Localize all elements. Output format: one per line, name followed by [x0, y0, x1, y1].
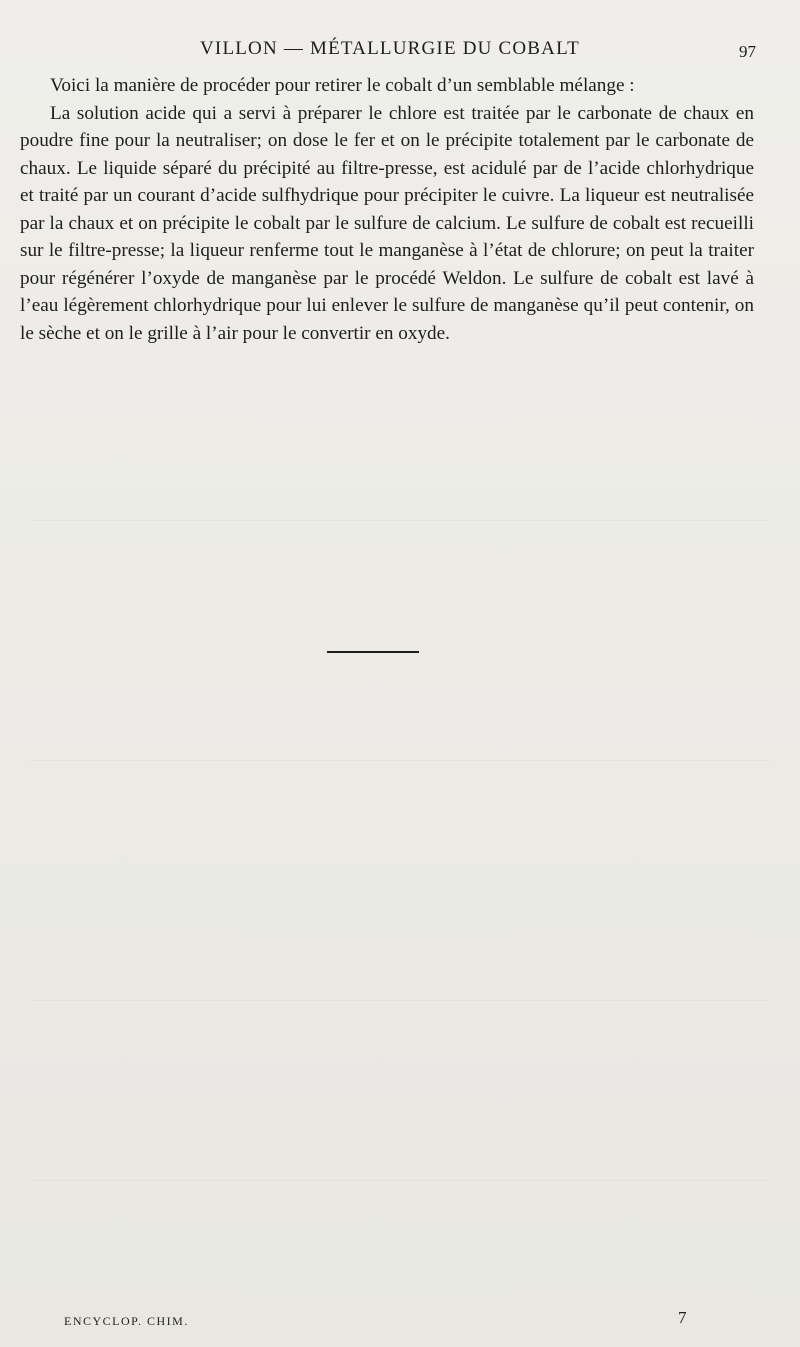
page-number: 97 — [739, 42, 756, 61]
bleed-line — [30, 1180, 770, 1181]
body-text — [20, 72, 754, 347]
paragraph-procedure: La solution acide qui a servi à préparer le chlore est traitée par le carbonate de chaux en poudre fine pour la neutraliser; on dose le fer et on le précipite totalement par le carbonate de chaux. Le liquide séparé du précipité au filtre-presse, est acidulé par de l’acide chlorhydrique et traité par un courant d’acide sulfhydrique pour précipiter le cuivre. La liqueur est neutralisée par la chaux et on précipite le cobalt par le sulfure de calcium. Le sulfure de cobalt est recueilli sur le filtre-presse; la liqueur renferme tout le manganèse à l’état de chlorure; on peut la traiter pour régénérer l’oxyde de manganèse par le procédé Weldon. Le sulfure de cobalt est lavé à l’eau légèrement chlorhydrique pour lui enlever le sulfure de manganèse qu’il peut contenir, on le sèche et on le grille à l’air pour le convertir en oxyde. — [20, 102, 754, 344]
section-end-rule — [327, 651, 419, 653]
bleed-line — [30, 1000, 770, 1001]
bleed-line — [30, 520, 770, 521]
footer-signature: ENCYCLOP. CHIM. — [64, 1314, 189, 1328]
paragraph-intro: Voici la manière de procéder pour retirer le cobalt d’un semblable mélange : — [50, 75, 635, 96]
running-head — [0, 38, 800, 66]
running-title: VILLON — MÉTALLURGIE DU COBALT — [200, 38, 580, 59]
bleed-line — [30, 760, 770, 761]
footer-sheet-number: 7 — [678, 1308, 687, 1327]
